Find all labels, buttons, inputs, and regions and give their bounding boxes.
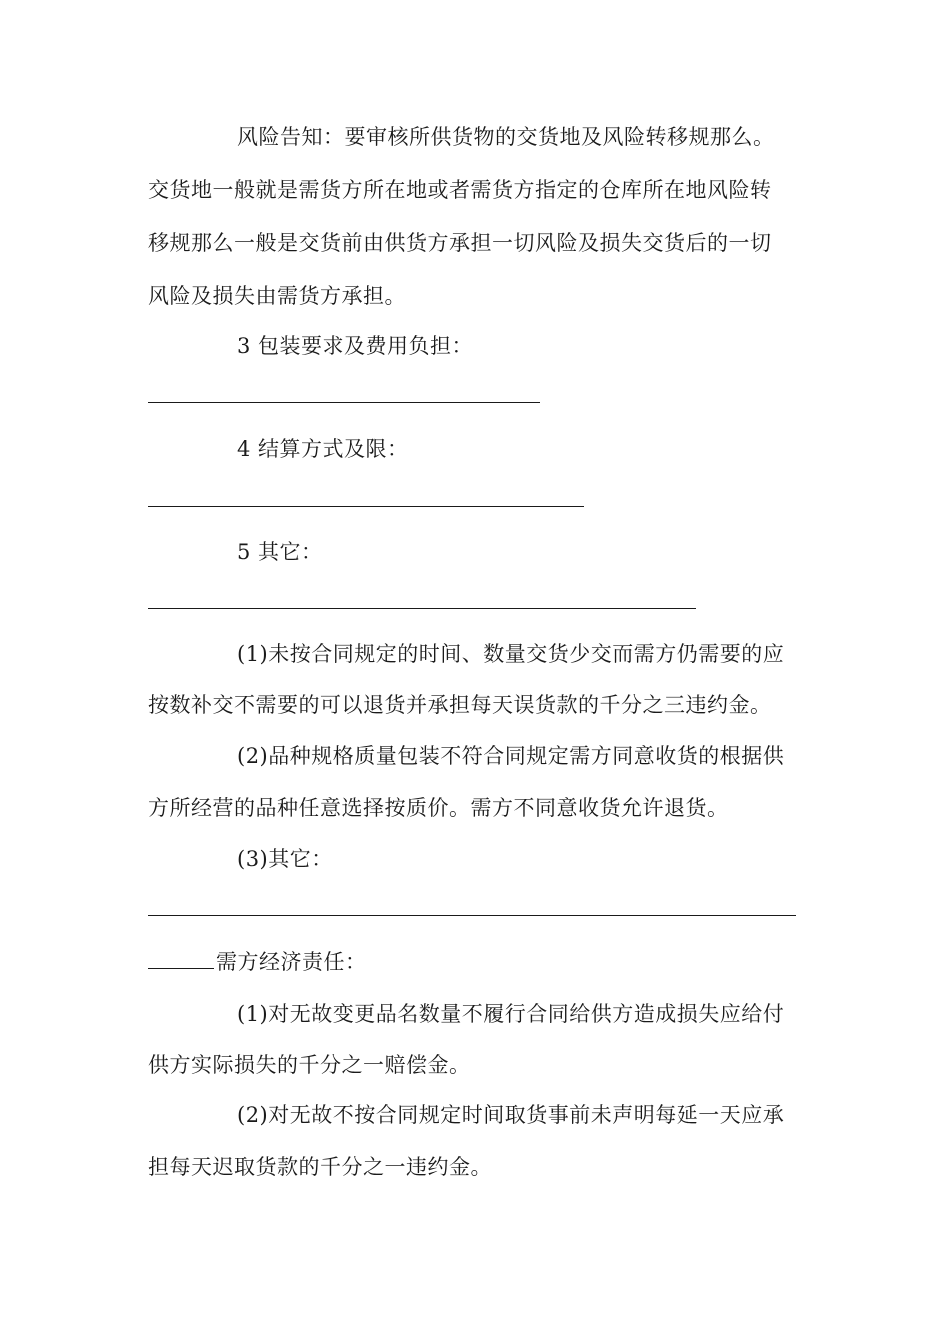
buyer-heading-line (148, 946, 367, 976)
item-3-packaging: 3 包装要求及费用负担： (237, 334, 474, 358)
supplier-clause-3: (3)其它： (237, 847, 333, 871)
risk-notice-line-4: 风险及损失由需货方承担。 (148, 284, 406, 308)
item-4-blank-line (148, 506, 584, 507)
supplier-clause-1-line-1: (1)未按合同规定的时间、数量交货少交而需方仍需要的应 (237, 642, 785, 666)
item-3-blank-line (148, 402, 540, 403)
buyer-heading-blank (148, 946, 214, 969)
buyer-clause-2-line-2: 担每天迟取货款的千分之一违约金。 (148, 1155, 492, 1179)
item-5-blank-line (148, 608, 696, 609)
buyer-clause-2-line-1: (2)对无故不按合同规定时间取货事前未声明每延一天应承 (237, 1103, 785, 1127)
item-4-settlement: 4 结算方式及限： (237, 437, 409, 461)
item-5-other: 5 其它： (237, 540, 323, 564)
buyer-heading: 需方经济责任： (216, 950, 367, 974)
risk-notice-line-1: 风险告知：要审核所供货物的交货地及风险转移规那么。 (237, 125, 775, 149)
supplier-clause-3-blank-line (148, 915, 796, 916)
risk-notice-line-3: 移规那么一般是交货前由供货方承担一切风险及损失交货后的一切 (148, 231, 772, 255)
supplier-clause-2-line-2: 方所经营的品种任意选择按质价。需方不同意收货允许退货。 (148, 796, 729, 820)
supplier-clause-2-line-1: (2)品种规格质量包装不符合同规定需方同意收货的根据供 (237, 744, 785, 768)
supplier-clause-1-line-2: 按数补交不需要的可以退货并承担每天误货款的千分之三违约金。 (148, 693, 772, 717)
risk-notice-line-2: 交货地一般就是需货方所在地或者需货方指定的仓库所在地风险转 (148, 178, 772, 202)
buyer-clause-1-line-2: 供方实际损失的千分之一赔偿金。 (148, 1053, 471, 1077)
buyer-clause-1-line-1: (1)对无故变更品名数量不履行合同给供方造成损失应给付 (237, 1002, 785, 1026)
